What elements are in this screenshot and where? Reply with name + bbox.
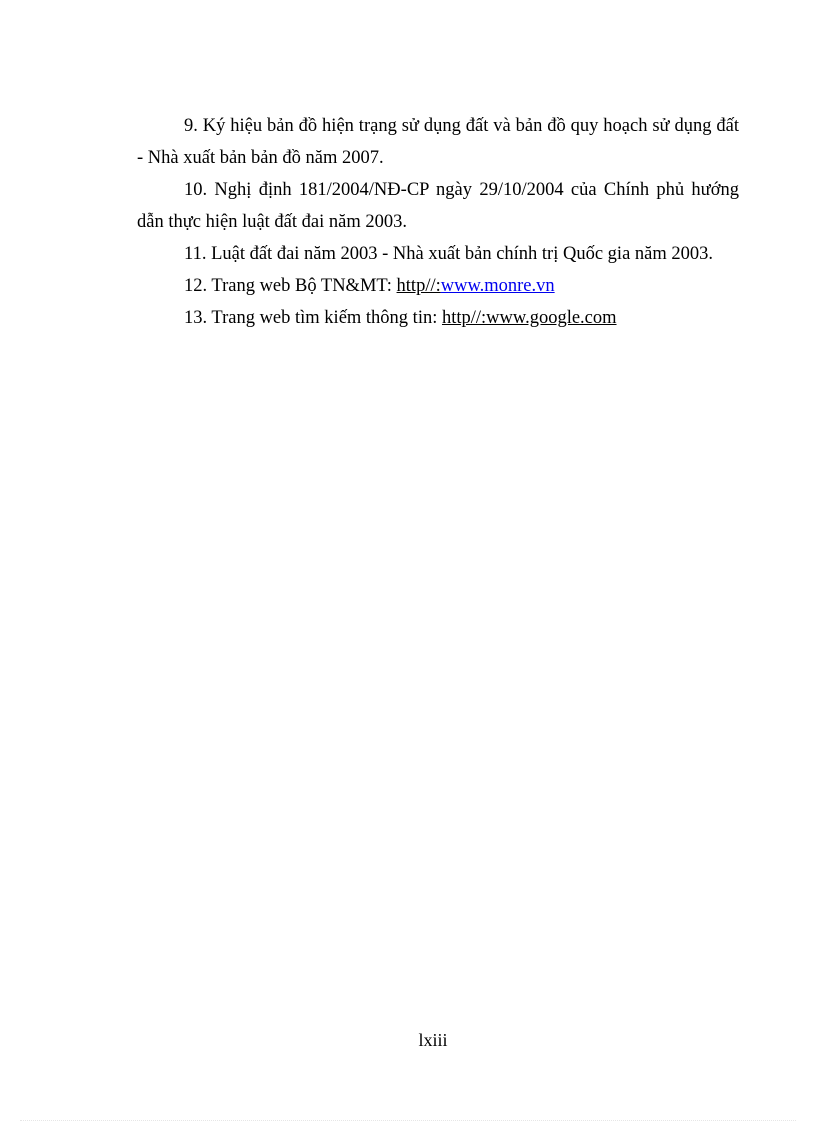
reference-item-9: 9. Ký hiệu bản đồ hiện trạng sử dụng đất và bản đồ quy hoạch sử dụng đất - Nhà xuất bản bản đồ năm 2007. — [137, 116, 739, 168]
reference-item-13 — [137, 302, 739, 334]
monre-link[interactable]: www.monre.vn — [440, 276, 555, 296]
reference-item-10: 10. Nghị định 181/2004/NĐ-CP ngày 29/10/2004 của Chính phủ hướng dẫn thực hiện luật đất đai năm 2003. — [137, 180, 739, 232]
reference-item-12-text: 12. Trang web Bộ TN&MT: — [184, 276, 397, 296]
reference-item-13-text: 13. Trang web tìm kiếm thông tin: — [184, 308, 442, 328]
google-link[interactable]: http//:www.google.com — [441, 308, 617, 328]
reference-list — [137, 110, 739, 334]
reference-item-11: 11. Luật đất đai năm 2003 - Nhà xuất bản chính trị Quốc gia năm 2003. — [184, 244, 714, 264]
page-number: lxiii — [418, 1030, 448, 1050]
page-bottom-divider — [20, 1120, 796, 1121]
monre-link-prefix[interactable]: http//: — [396, 276, 441, 296]
reference-item-12 — [137, 270, 739, 302]
